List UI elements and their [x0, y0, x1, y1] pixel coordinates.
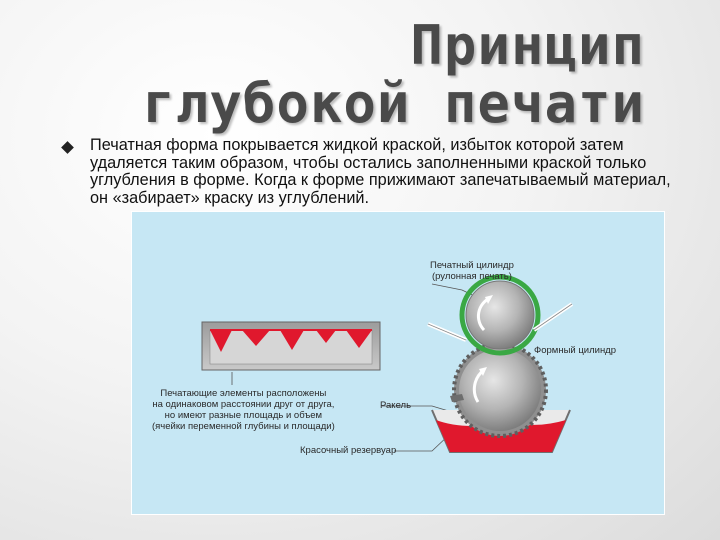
bullet-diamond-icon — [61, 141, 74, 154]
label-elements-line3: но имеют разные площадь и объем — [164, 410, 323, 421]
label-elements-line2: на одинаковом расстоянии друг от друга, — [152, 399, 335, 410]
gravure-diagram — [131, 211, 665, 515]
diagram-drawing — [132, 212, 664, 514]
bullet-text: Печатная форма покрывается жидкой краской, избыток которой затем удаляется таким образом, чтобы остались заполненными краской только углубления в форме. Когда к форме прижимают запечатываемый материал, он «забирает» краску из углублений. — [90, 136, 671, 207]
form-cylinder — [454, 344, 546, 436]
plate-cross-section — [202, 322, 380, 370]
impression-cylinder — [462, 277, 538, 353]
label-print-cylinder — [430, 260, 514, 282]
label-elements-line4: (ячейки переменной глубины и площади) — [152, 421, 335, 432]
label-form-cylinder: Формный цилиндр — [534, 345, 617, 356]
label-print-cylinder-line2: (рулонная печать) — [431, 271, 512, 282]
label-print-cylinder-line1: Печатный цилиндр — [430, 260, 514, 271]
title-line-2: глубокой печати — [142, 72, 645, 135]
label-printing-elements — [152, 388, 335, 432]
label-elements-line1: Печатающие элементы расположены — [160, 388, 327, 399]
label-doctor-blade: Ракель — [380, 400, 412, 411]
label-ink-reservoir: Красочный резервуар — [300, 445, 397, 456]
title-line-1: Принцип — [410, 14, 645, 77]
